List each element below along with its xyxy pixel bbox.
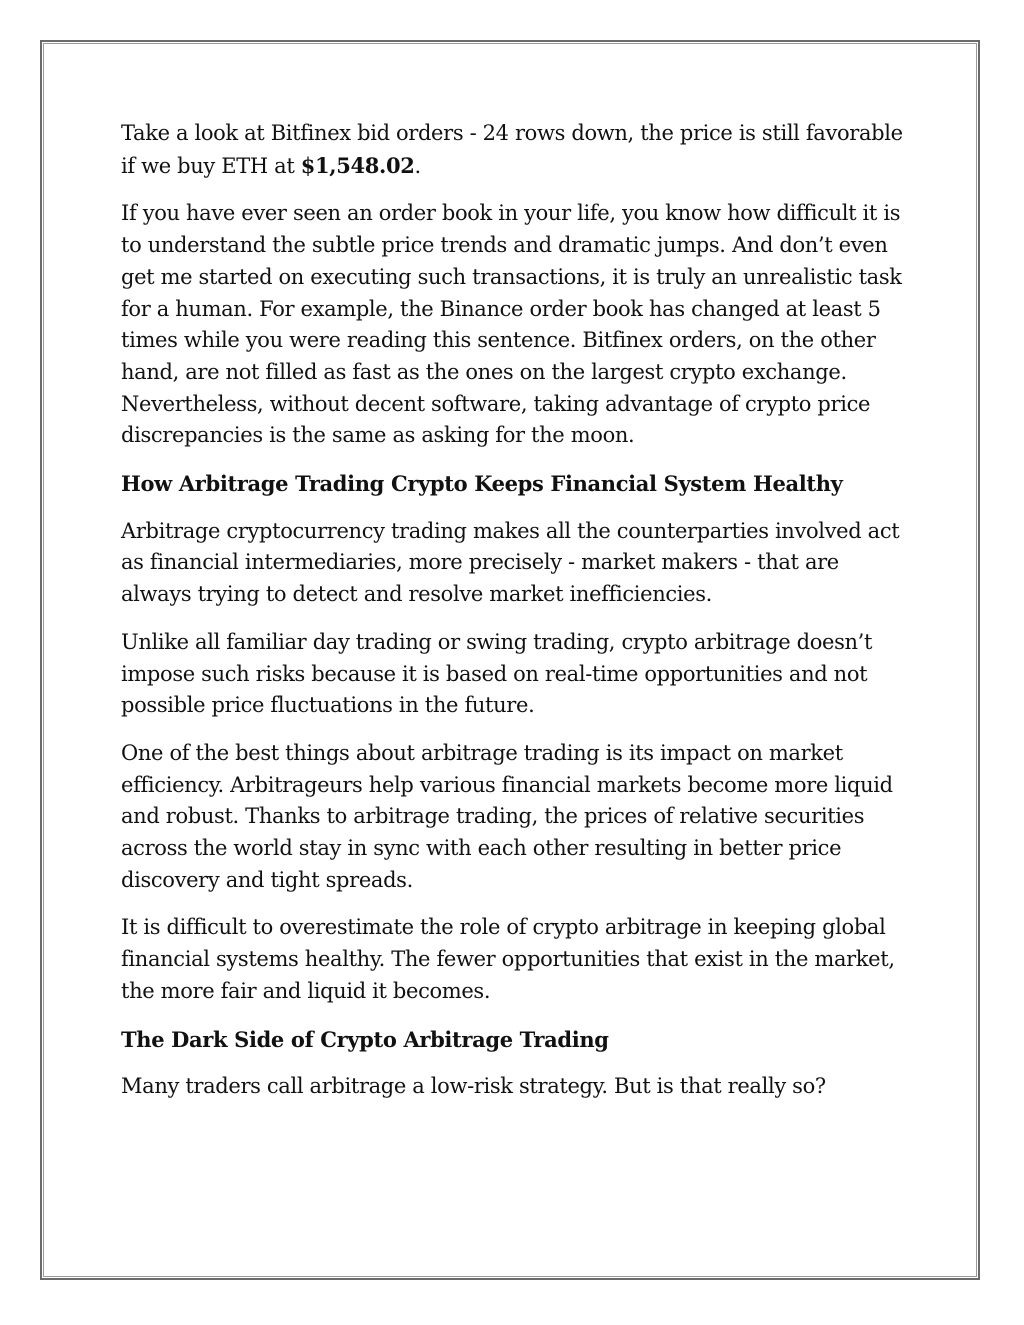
paragraph-market-makers: Arbitrage cryptocurrency trading makes all the counterparties involved act as financial intermediaries, more precisely - market makers - that are always trying to detect and resolve market inefficiencies. xyxy=(121,518,900,607)
paragraph-bitfinex-bid-orders xyxy=(121,118,911,182)
paragraph-risks: Unlike all familiar day trading or swing trading, crypto arbitrage doesn’t impose such risks because it is based on real-time opportunities and not possible price fluctuations in the future. xyxy=(121,629,873,718)
eth-price-highlight: $1,548.02 xyxy=(300,152,415,178)
paragraph-order-book: If you have ever seen an order book in your life, you know how difficult it is to understand the subtle price trends and dramatic jumps. And don’t even get me started on executing such transactions, it is truly an unrealistic task for a human. For example, the Binance order book has changed at least 5 times while you were reading this sentence. Bitfinex orders, on the other hand, are not filled as fast as the ones on the largest crypto exchange. Nevertheless, without decent software, taking advantage of crypto price discrepancies is the same as asking for the moon. xyxy=(121,201,902,448)
paragraph-text-end: . xyxy=(414,153,421,178)
section-heading-healthy-system: How Arbitrage Trading Crypto Keeps Financial System Healthy xyxy=(121,471,843,497)
section-heading-dark-side: The Dark Side of Crypto Arbitrage Trading xyxy=(121,1026,609,1052)
document-body xyxy=(121,118,911,1119)
paragraph-low-risk-question: Many traders call arbitrage a low-risk strategy. But is that really so? xyxy=(121,1074,826,1099)
paragraph-text: Take a look at Bitfinex bid orders - 24 rows down, the price is still favorable if we buy ETH at xyxy=(121,121,903,178)
paragraph-global-systems: It is difficult to overestimate the role of crypto arbitrage in keeping global financial systems healthy. The fewer opportunities that exist in the market, the more fair and liquid it becomes. xyxy=(121,915,895,1003)
paragraph-market-efficiency: One of the best things about arbitrage trading is its impact on market efficiency. Arbitrageurs help various financial markets become more liquid and robust. Thanks to arbitrage trading, the prices of relative securities across the world stay in sync with each other resulting in better price discovery and tight spreads. xyxy=(121,740,893,892)
